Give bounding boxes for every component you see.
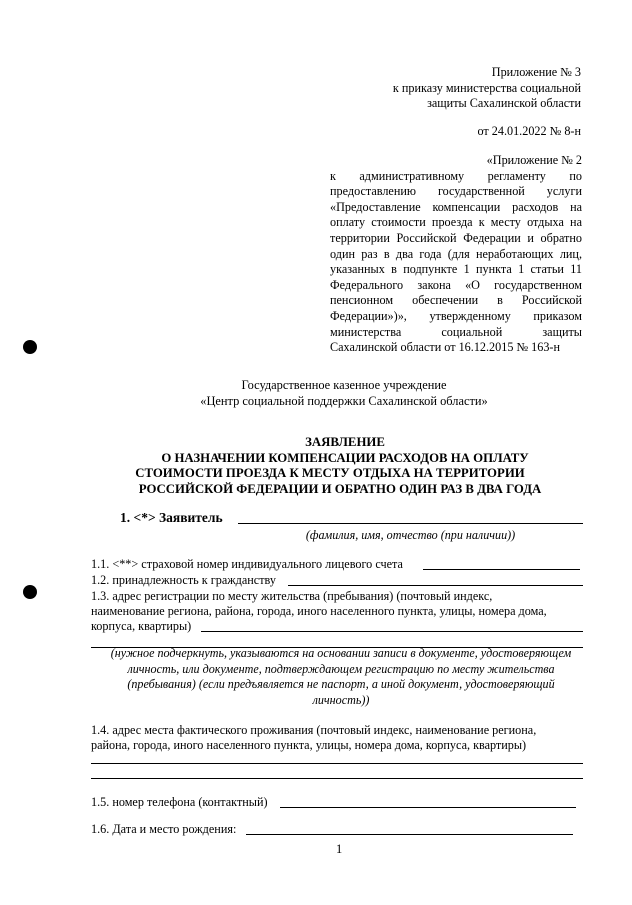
regulation-line: Федерального закона «О государственном [330,277,582,292]
order-date: от 24.01.2022 № 8-н [477,124,581,138]
document-title: ЗАЯВЛЕНИЕ О НАЗНАЧЕНИИ КОМПЕНСАЦИИ РАСХОДОВ НА ОПЛАТУ СТОИМОСТИ ПРОЕЗДА К МЕСТУ ОТДЫХА НА ТЕРРИТОРИИ РОССИЙСКОЙ ФЕДЕРАЦИИ И ОБРАТНО ОДИН РАЗ В ДВА ГОДА [135,435,542,496]
applicant-name-field[interactable] [238,523,583,524]
regulation-line: пенсионном обеспечении в Российской [330,293,582,308]
snils-field[interactable] [423,569,580,570]
citizenship-row: 1.2. принадлежность к гражданству [91,573,276,587]
regulation-line: министерства социальной защиты [330,324,582,339]
section-applicant-heading: 1. <*> Заявитель [120,510,223,525]
regulation-header [330,153,582,356]
regulation-line: Сахалинской области от 16.12.2015 № 163-н [330,340,561,355]
regulation-line: оплату стоимости проезда к месту отдыха на [330,215,582,230]
punch-hole-mark [23,585,37,599]
appendix-line: защиты Сахалинской области [427,96,581,110]
punch-hole-mark [23,340,37,354]
appendix-line: к приказу министерства социальной [392,80,581,95]
birth-field[interactable] [246,834,573,835]
registration-note: (нужное подчеркнуть, указываются на основании записи в документе, удостоверяющем личность, или документе, подтверждающем регистрацию по месту жительства (пребывания) (если предъявляется не паспорт, а иной документ, удостоверяющий личность)) [110,646,572,707]
phone-row: 1.5. номер телефона (контактный) [91,795,268,809]
appendix-block [321,65,581,112]
snils-row: 1.1. <**> страховой номер индивидуального лицевого счета [91,557,403,571]
registration-address-row: 1.3. адрес регистрации по месту жительства (пребывания) (почтовый индекс, наименование региона, района, города, иного населенного пункта, улицы, номера дома, корпуса, квартиры) [91,589,547,633]
institution-name: Государственное казенное учреждение «Центр социальной поддержки Сахалинской области» [200,378,488,408]
regulation-line: один раз в два года (для неработающих лиц, [330,246,582,261]
regulation-line: Федерации»)», утвержденному приказом [330,308,582,323]
regulation-line: территории Российской Федерации и обратно [330,230,582,245]
fio-hint: (фамилия, имя, отчество (при наличии)) [305,528,516,542]
appendix-line: Приложение № 3 [491,65,581,79]
regulation-line: «Предоставление компенсации расходов на [330,199,582,214]
phone-field[interactable] [280,807,576,808]
actual-address-row: 1.4. адрес места фактического проживания (почтовый индекс, наименование региона, района, города, иного населенного пункта, улицы, номера дома, корпуса, квартиры) [91,723,537,752]
actual-address-field[interactable] [91,763,583,764]
regulation-line: к административному регламенту по [330,168,582,183]
actual-address-field-line2[interactable] [91,778,583,779]
regulation-line: «Приложение № 2 [486,153,582,167]
page-number: 1 [336,842,343,856]
regulation-line: предоставлению государственной услуги [330,184,582,199]
regulation-line: указанных в подпункте 1 пункта 1 статьи 11 [330,262,582,277]
citizenship-field[interactable] [288,585,583,586]
registration-address-field[interactable] [201,631,583,632]
birth-row: 1.6. Дата и место рождения: [91,822,237,836]
